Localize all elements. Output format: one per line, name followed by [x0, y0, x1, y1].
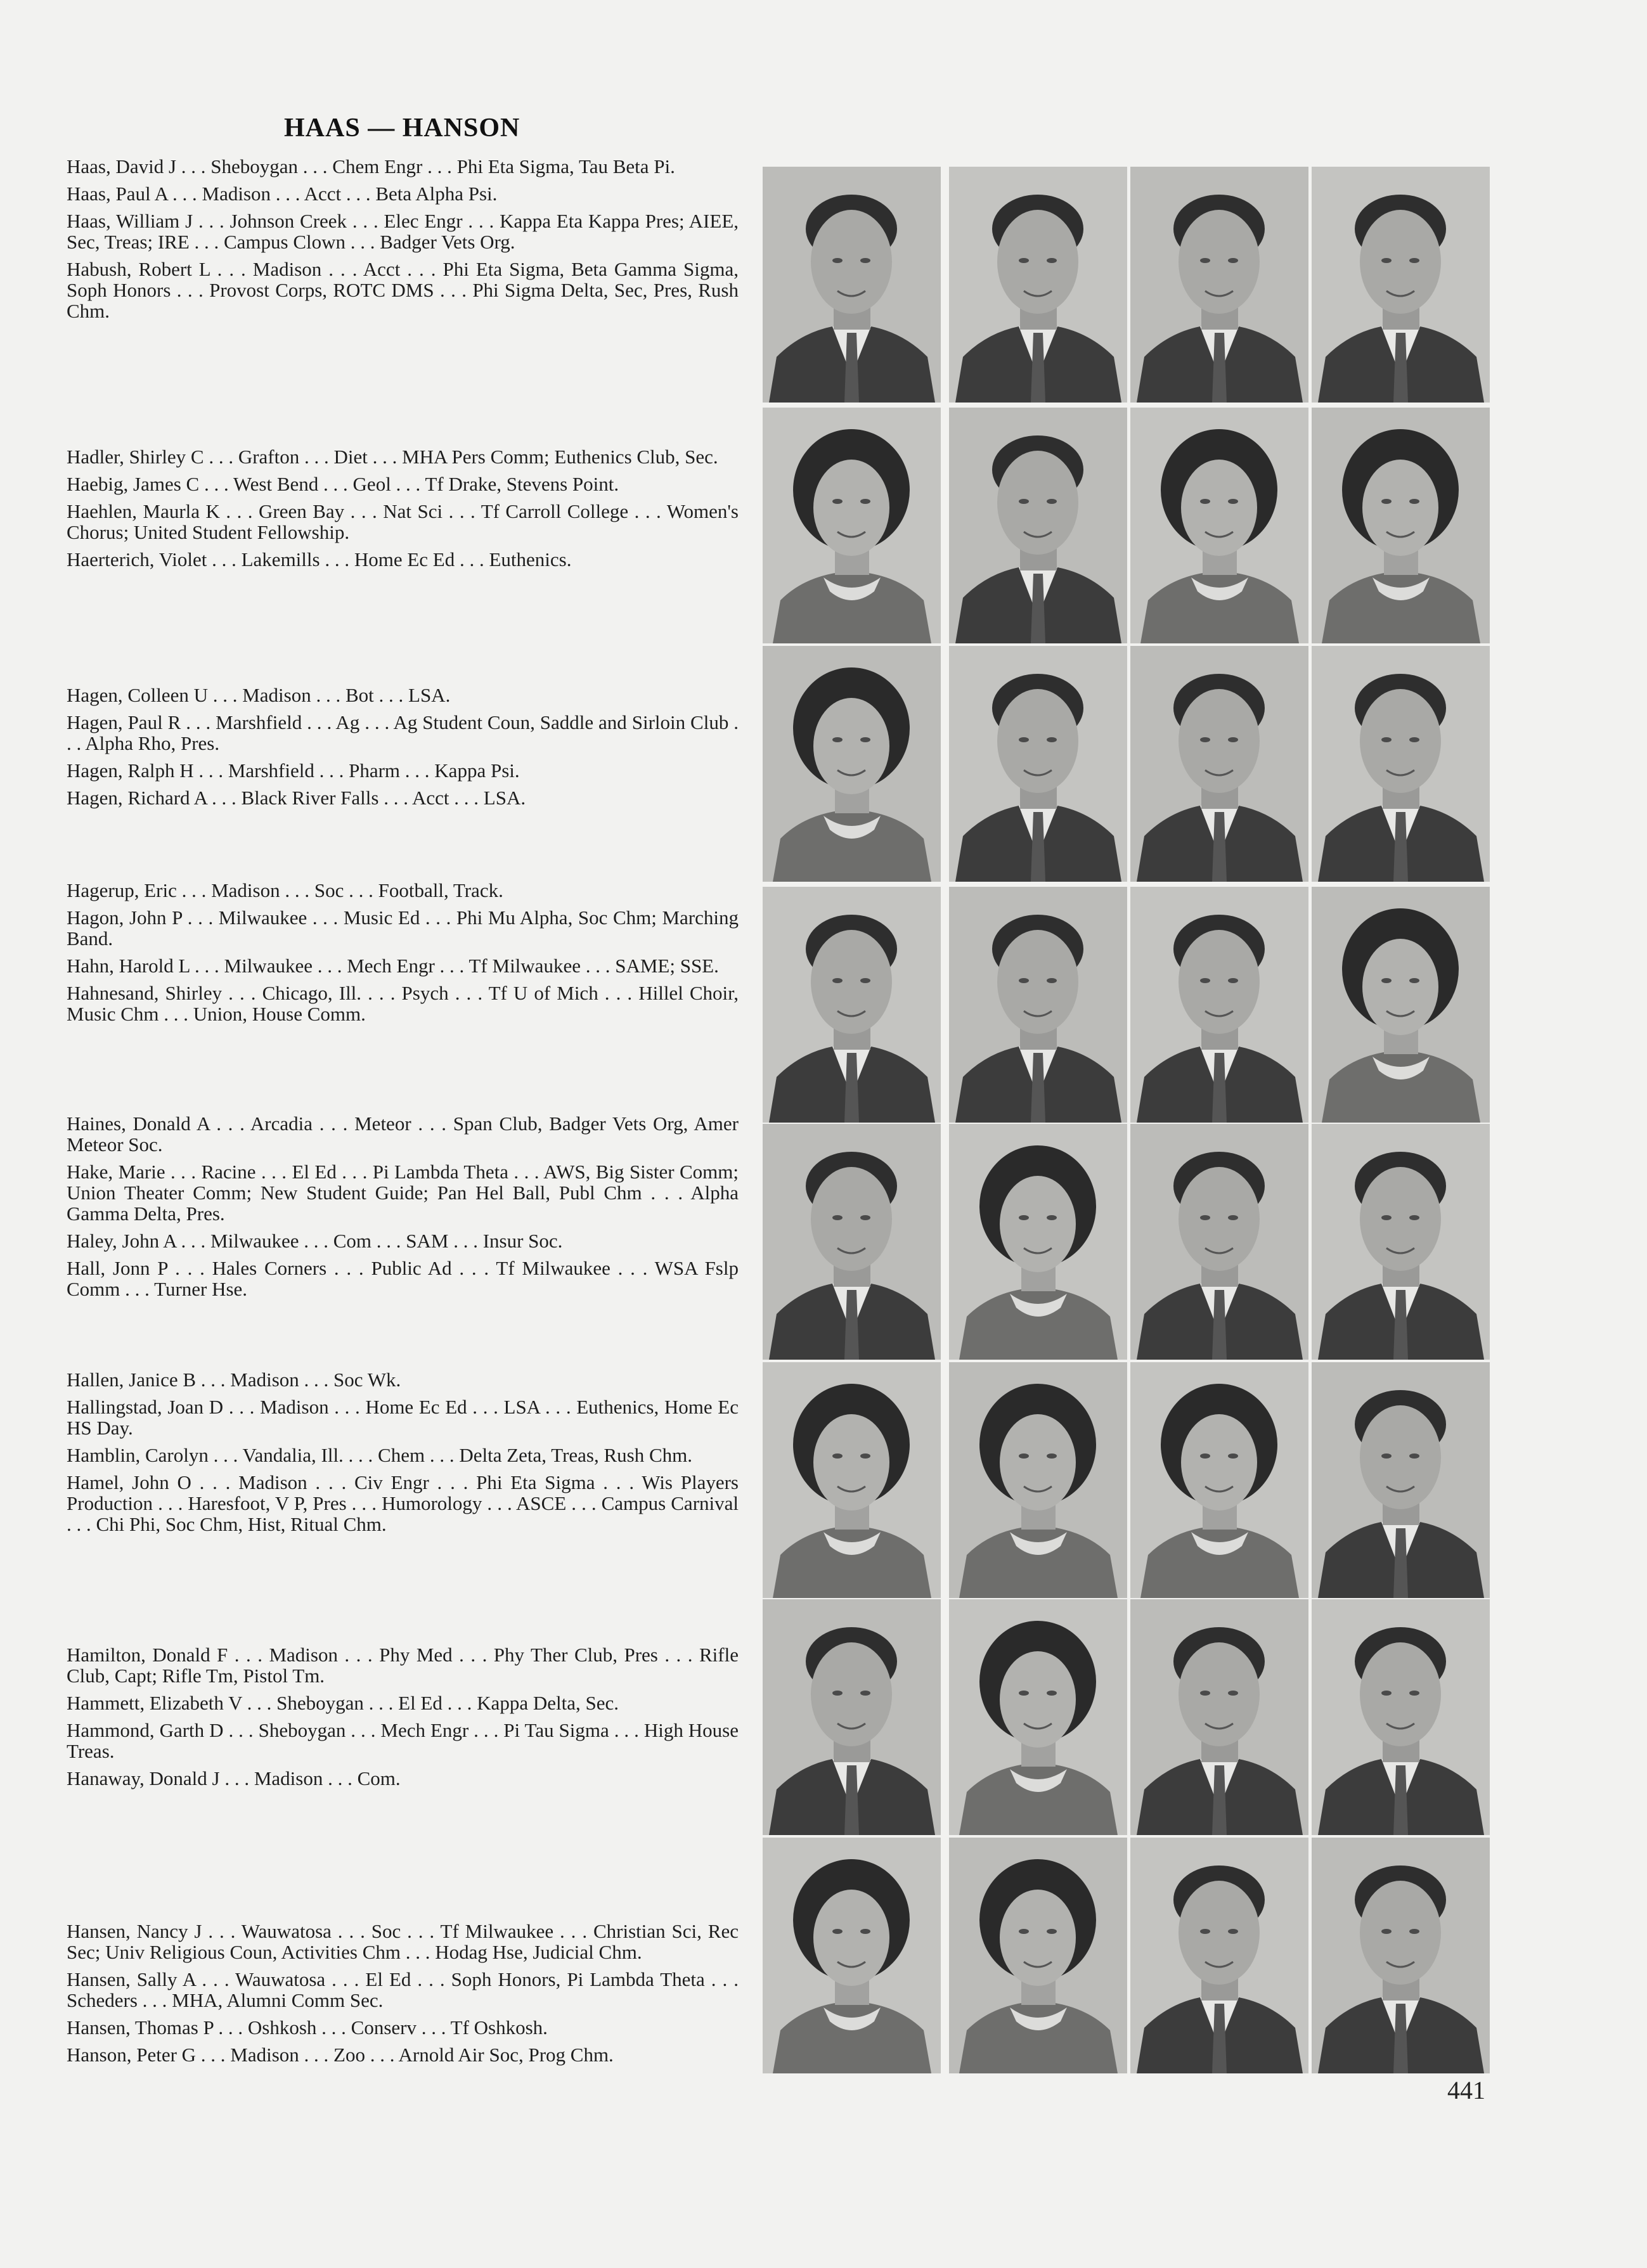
- biography-entry: Hagen, Paul R . . . Marshfield . . . Ag . . . Ag Student Coun, Saddle and Sirloin Club . . . Alpha Rho, Pres.: [67, 711, 739, 754]
- biography-entry: Hansen, Sally A . . . Wauwatosa . . . El Ed . . . Soph Honors, Pi Lambda Theta . . . Scheders . . . MHA, Alumni Comm Sec.: [67, 1968, 739, 2011]
- portrait-row: [763, 1599, 1487, 1835]
- biography-entry: Hanson, Peter G . . . Madison . . . Zoo . . . Arnold Air Soc, Prog Chm.: [67, 2044, 614, 2066]
- biography-entry: Hagen, Ralph H . . . Marshfield . . . Pharm . . . Kappa Psi.: [67, 759, 520, 782]
- portrait-row: [763, 887, 1487, 1123]
- biography-entry: Hahnesand, Shirley . . . Chicago, Ill. . . . Psych . . . Tf U of Mich . . . Hillel Choir, Music Chm . . . Union, House Comm.: [67, 982, 739, 1025]
- portrait-photo: [763, 1124, 941, 1360]
- biography-entry: Hagen, Colleen U . . . Madison . . . Bot . . . LSA.: [67, 684, 451, 706]
- portrait-photo: [949, 167, 1127, 403]
- portrait-photo: [763, 167, 941, 403]
- biography-entry: Haas, David J . . . Sheboygan . . . Chem Engr . . . Phi Eta Sigma, Tau Beta Pi.: [67, 155, 675, 177]
- portrait-photo: [1312, 646, 1490, 882]
- biography-entry: Haas, William J . . . Johnson Creek . . . Elec Engr . . . Kappa Eta Kappa Pres; AIEE, Sec, Treas; IRE . . . Campus Clown . . . Badger Vets Org.: [67, 210, 739, 253]
- portrait-row: [763, 408, 1487, 643]
- biography-entry: Haas, Paul A . . . Madison . . . Acct . . . Beta Alpha Psi.: [67, 183, 498, 205]
- entry-group: [67, 156, 739, 328]
- biography-entry: Hallingstad, Joan D . . . Madison . . . Home Ec Ed . . . LSA . . . Euthenics, Home Ec HS Day.: [67, 1396, 739, 1439]
- portrait-photo: [1130, 887, 1308, 1123]
- entry-group: [67, 1113, 739, 1306]
- biography-entry: Hamblin, Carolyn . . . Vandalia, Ill. . . . Chem . . . Delta Zeta, Treas, Rush Chm.: [67, 1444, 693, 1466]
- biography-entry: Haehlen, Maurla K . . . Green Bay . . . Nat Sci . . . Tf Carroll College . . . Women's Chorus; United Student Fellowship.: [67, 500, 739, 543]
- biography-entry: Hagerup, Eric . . . Madison . . . Soc . . . Football, Track.: [67, 879, 503, 901]
- portrait-photo: [763, 408, 941, 643]
- portrait-photo: [949, 1838, 1127, 2073]
- portrait-photo: [1312, 167, 1490, 403]
- biography-entry: Haebig, James C . . . West Bend . . . Geol . . . Tf Drake, Stevens Point.: [67, 473, 619, 495]
- portrait-photo: [1312, 408, 1490, 643]
- biography-entry: Hake, Marie . . . Racine . . . El Ed . . . Pi Lambda Theta . . . AWS, Big Sister Comm; Union Theater Comm; New Student Guide; Pan Hel Ball, Publ Chm . . . Alpha Gamma Delta, Pres.: [67, 1161, 739, 1225]
- portrait-row: [763, 1362, 1487, 1598]
- portrait-photo: [1312, 1599, 1490, 1835]
- page-number: 441: [1447, 2076, 1485, 2104]
- portrait-row: [763, 1838, 1487, 2073]
- portrait-photo: [763, 1599, 941, 1835]
- biography-entry: Hamel, John O . . . Madison . . . Civ Engr . . . Phi Eta Sigma . . . Wis Players Production . . . Haresfoot, V P, Pres . . . Humorology . . . ASCE . . . Campus Carnival . . . Chi Phi, Soc Chm, Hist, Ritual Chm.: [67, 1471, 739, 1535]
- portrait-photo: [763, 646, 941, 882]
- entry-group: [67, 446, 739, 576]
- biography-entry: Hanaway, Donald J . . . Madison . . . Com.: [67, 1767, 401, 1789]
- page-title: HAAS — HANSON: [284, 113, 520, 143]
- portrait-photo: [763, 887, 941, 1123]
- portrait-photo: [1130, 408, 1308, 643]
- portrait-photo: [949, 408, 1127, 643]
- portrait-photo: [949, 1599, 1127, 1835]
- biography-entry: Hammett, Elizabeth V . . . Sheboygan . . . El Ed . . . Kappa Delta, Sec.: [67, 1692, 619, 1714]
- portrait-photo: [949, 1124, 1127, 1360]
- portrait-photo: [949, 1362, 1127, 1598]
- biography-entry: Hansen, Nancy J . . . Wauwatosa . . . Soc . . . Tf Milwaukee . . . Christian Sci, Rec Sec; Univ Religious Coun, Activities Chm . . . Hodag Hse, Judicial Chm.: [67, 1920, 739, 1963]
- portrait-photo: [1312, 887, 1490, 1123]
- portrait-photo: [1130, 1599, 1308, 1835]
- portrait-photo: [1312, 1362, 1490, 1598]
- portrait-row: [763, 646, 1487, 882]
- biography-entry: Hagon, John P . . . Milwaukee . . . Music Ed . . . Phi Mu Alpha, Soc Chm; Marching Band.: [67, 906, 739, 950]
- biography-entry: Habush, Robert L . . . Madison . . . Acct . . . Phi Eta Sigma, Beta Gamma Sigma, Soph Honors . . . Provost Corps, ROTC DMS . . . Phi Sigma Delta, Sec, Pres, Rush Chm.: [67, 258, 739, 322]
- portrait-row: [763, 1124, 1487, 1360]
- biography-entry: Hall, Jonn P . . . Hales Corners . . . Public Ad . . . Tf Milwaukee . . . WSA Fslp Comm . . . Turner Hse.: [67, 1257, 739, 1300]
- portrait-photo: [1130, 646, 1308, 882]
- biography-entry: Hallen, Janice B . . . Madison . . . Soc Wk.: [67, 1369, 401, 1391]
- portrait-photo: [763, 1362, 941, 1598]
- portrait-photo: [1130, 1362, 1308, 1598]
- portrait-photo: [1130, 1124, 1308, 1360]
- portrait-photo: [763, 1838, 941, 2073]
- biography-entry: Hansen, Thomas P . . . Oshkosh . . . Conserv . . . Tf Oshkosh.: [67, 2016, 548, 2039]
- entry-group: [67, 1369, 739, 1541]
- entry-group: [67, 1921, 739, 2071]
- biography-entry: Haines, Donald A . . . Arcadia . . . Meteor . . . Span Club, Badger Vets Org, Amer Meteor Soc.: [67, 1112, 739, 1156]
- biography-entry: Haerterich, Violet . . . Lakemills . . . Home Ec Ed . . . Euthenics.: [67, 548, 572, 570]
- entry-group: [67, 880, 739, 1031]
- biography-entry: Hamilton, Donald F . . . Madison . . . Phy Med . . . Phy Ther Club, Pres . . . Rifle Club, Capt; Rifle Tm, Pistol Tm.: [67, 1644, 739, 1687]
- biography-entry: Hadler, Shirley C . . . Grafton . . . Diet . . . MHA Pers Comm; Euthenics Club, Sec.: [67, 446, 718, 468]
- portrait-photo: [1312, 1124, 1490, 1360]
- portrait-photo: [949, 887, 1127, 1123]
- biography-entry: Hahn, Harold L . . . Milwaukee . . . Mech Engr . . . Tf Milwaukee . . . SAME; SSE.: [67, 955, 719, 977]
- portrait-row: [763, 167, 1487, 403]
- entry-group: [67, 685, 739, 815]
- entry-group: [67, 1644, 739, 1795]
- biography-entry: Haley, John A . . . Milwaukee . . . Com . . . SAM . . . Insur Soc.: [67, 1230, 563, 1252]
- portrait-photo: [1130, 1838, 1308, 2073]
- portrait-photo: [949, 646, 1127, 882]
- portrait-photo: [1312, 1838, 1490, 2073]
- biography-entry: Hammond, Garth D . . . Sheboygan . . . Mech Engr . . . Pi Tau Sigma . . . High House Treas.: [67, 1719, 739, 1762]
- portrait-photo: [1130, 167, 1308, 403]
- biography-entry: Hagen, Richard A . . . Black River Falls . . . Acct . . . LSA.: [67, 787, 526, 809]
